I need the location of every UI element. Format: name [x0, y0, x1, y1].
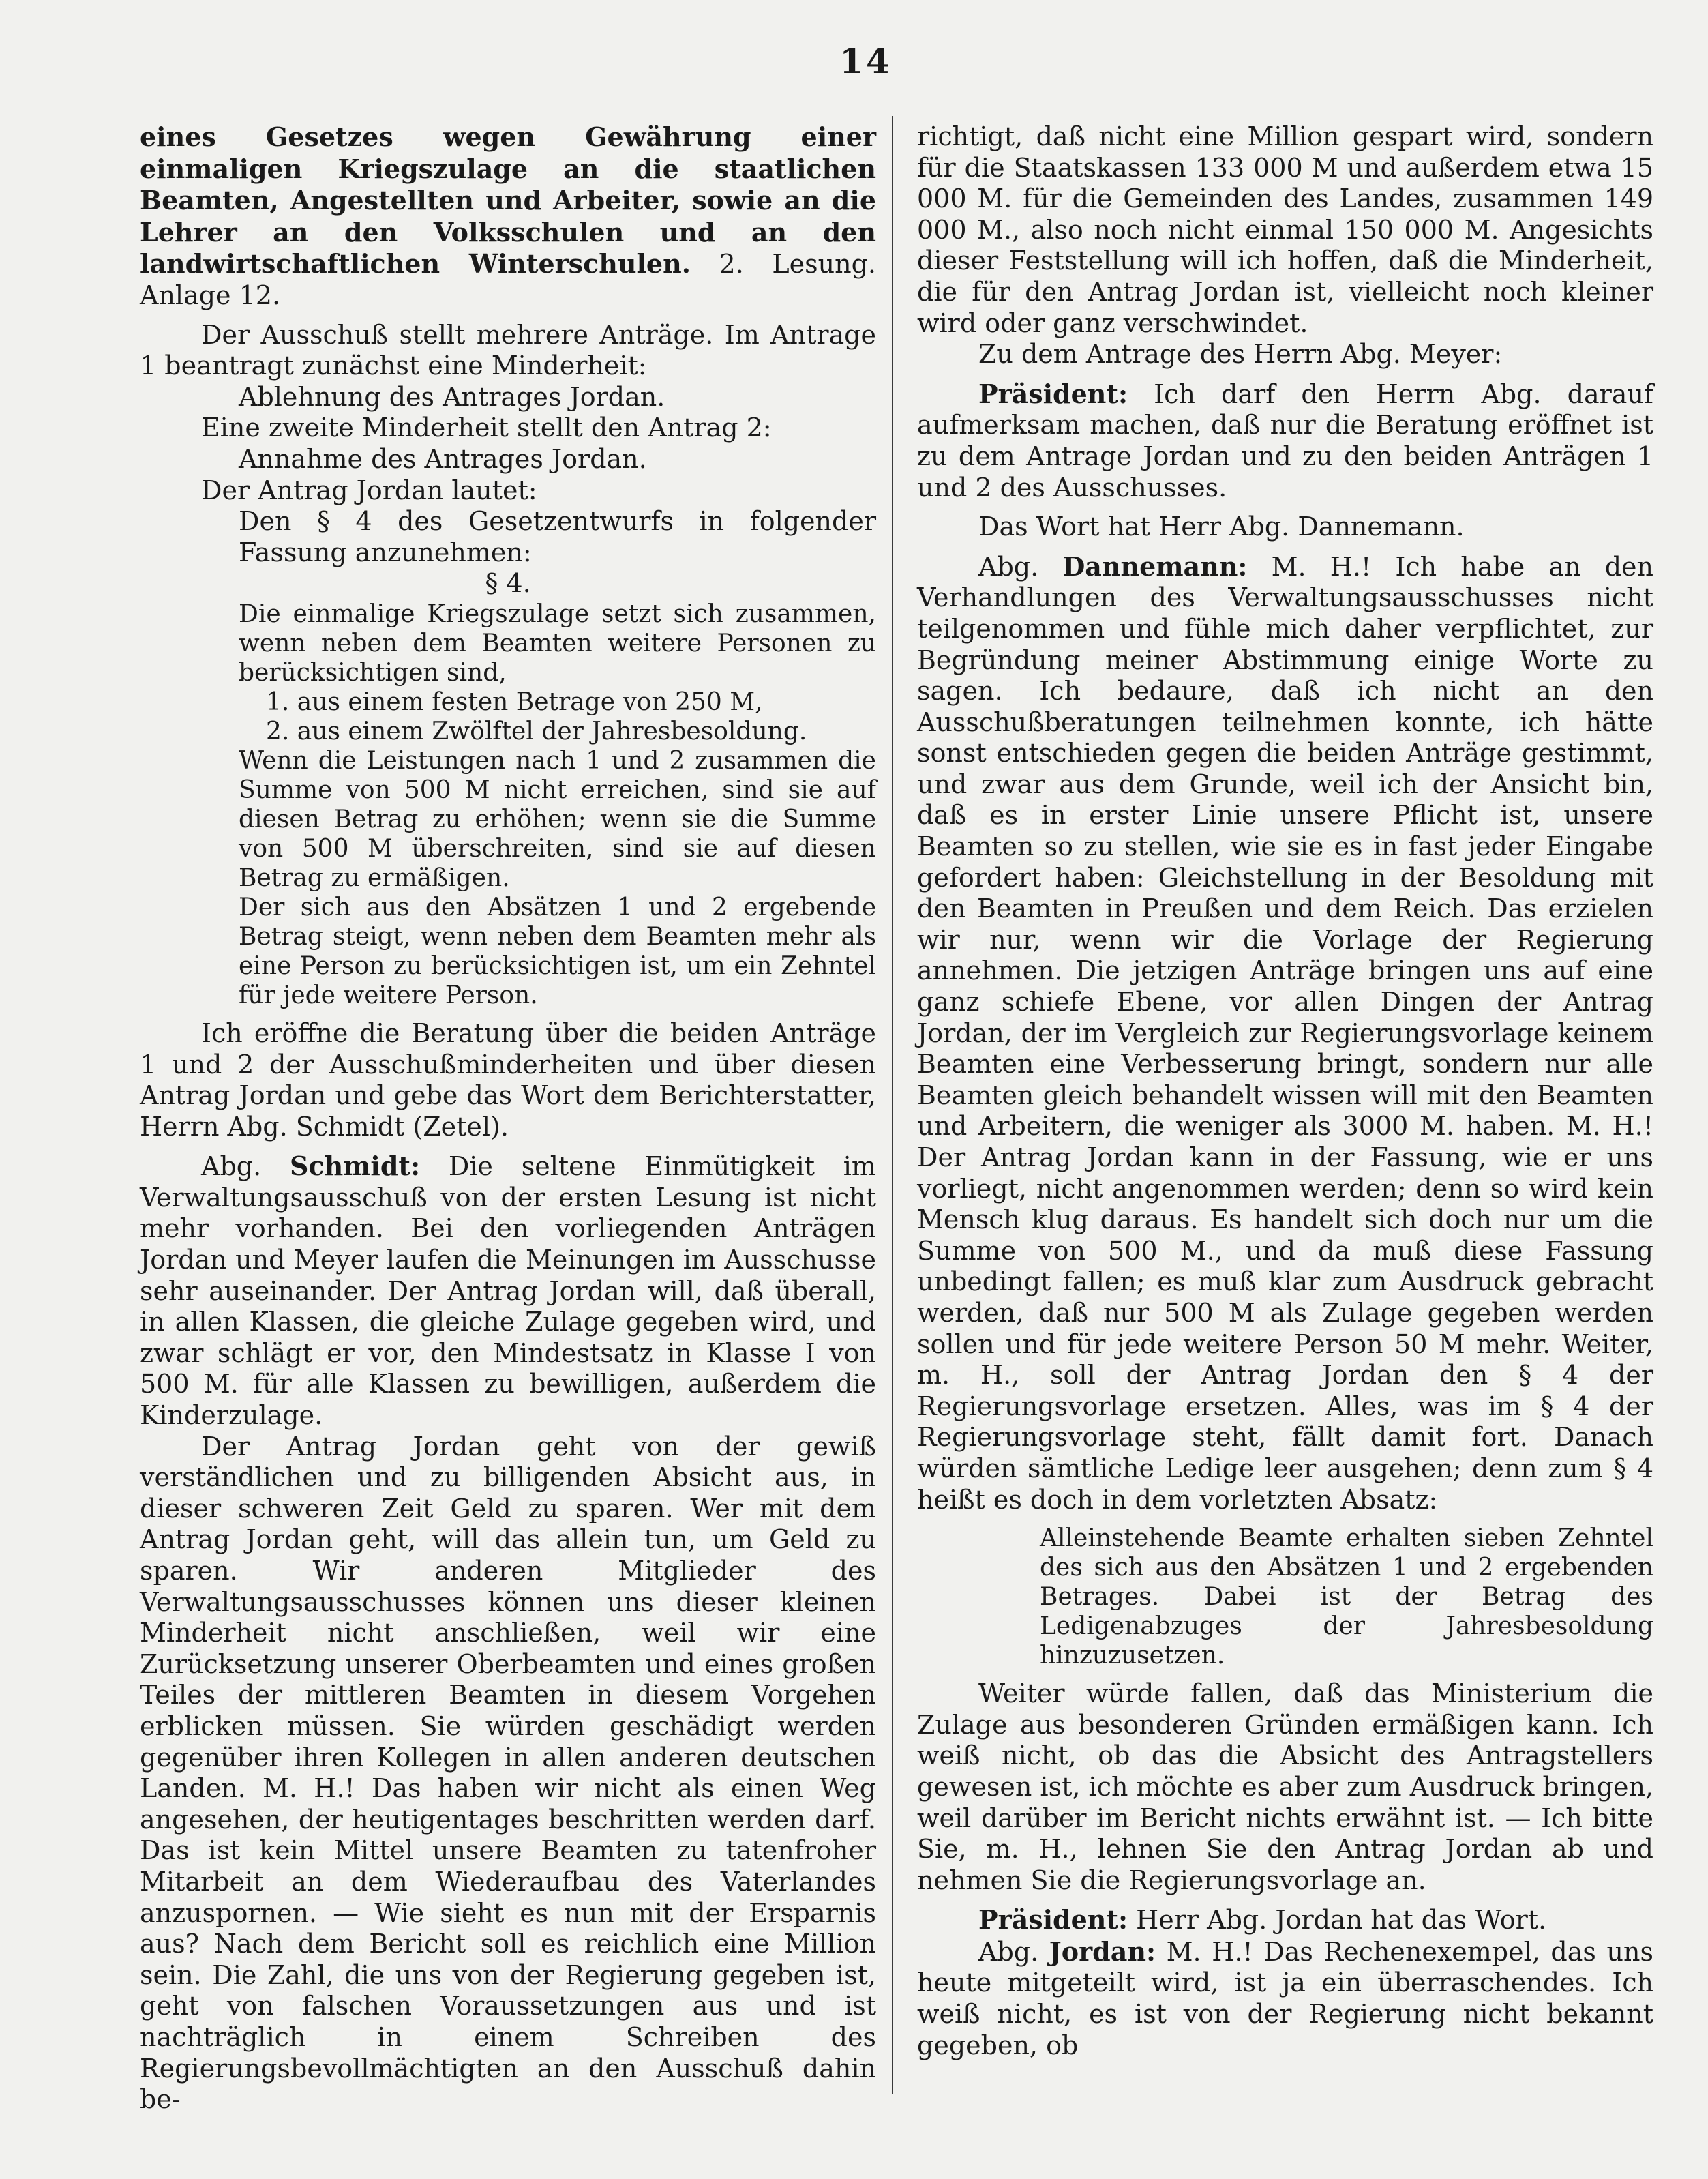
motion-line: Ablehnung des Antrages Jordan. — [239, 381, 665, 412]
speech-schmidt — [140, 1151, 876, 1431]
page-number: 14 — [839, 41, 893, 81]
paragraph: Der Antrag Jordan lautet: — [201, 475, 537, 505]
speech-text: Herr Abg. Jordan hat das Wort. — [1136, 1905, 1547, 1936]
quoted-paragraph: Wenn die Leistungen nach 1 und 2 zusammen die Summe von 500 M nicht erreichen, sind sie auf diesen Betrag zu erhöhen; wenn sie die Summe von 500 M überschreiten, sind sie auf diesen Betrag zu ermäßigen. — [239, 746, 876, 892]
quoted-paragraph: Der sich aus den Absätzen 1 und 2 ergebende Betrag steigt, wenn neben dem Beamten mehr als eine Person zu berücksichtigen ist, um ein Zehntel für jede weitere Person. — [239, 893, 876, 1009]
motion-text: Den § 4 des Gesetzentwurfs in folgender Fassung anzunehmen: — [239, 506, 876, 567]
speech-text: Ich darf den Herrn Abg. darauf aufmerksam machen, daß nur die Beratung eröffnet ist zu dem Antrage Jordan und zu den beiden Anträgen 1 und 2 des Ausschusses. — [917, 379, 1653, 503]
paragraph: Eine zweite Minderheit stellt den Antrag 2: — [201, 413, 772, 443]
speaker-name: Dannemann: — [1062, 550, 1248, 582]
speaker-prefix: Abg. — [978, 1936, 1039, 1967]
speech-jordan — [917, 1936, 1653, 2061]
right-column — [917, 121, 1653, 2061]
speaker-name: Schmidt: — [289, 1151, 420, 1182]
speaker-name: Präsident: — [978, 1904, 1128, 1936]
speech-dannemann — [917, 551, 1653, 1515]
paragraph: Der Antrag Jordan geht von der gewiß verständlichen und zu billigenden Absicht aus, in dieser schweren Zeit Geld zu sparen. Wer mit dem Antrag Jordan geht, will das allein tun, um Geld zu sparen. Wir anderen Mitglieder des Verwaltungsausschusses können uns dieser kleinen Minderheit nicht anschließen, weil wir eine Zurücksetzung unserer Oberbeamten und eines großen Teiles der mittleren Beamten in diesem Vorgehen erblicken müssen. Sie würden geschädigt werden gegenüber ihren Kollegen in allen anderen deutschen Landen. M. H.! Das haben wir nicht als einen Weg angesehen, der heutigentages beschritten werden darf. Das ist kein Mittel unsere Beamten zu tatenfroher Mitarbeit an dem Wiederaufbau des Vaterlandes anzuspornen. — Wie sieht es nun mit der Ersparnis aus? Nach dem Bericht soll es reichlich eine Million sein. Die Zahl, die uns von der Regierung gegeben ist, geht von falschen Voraussetzungen aus und ist nachträglich in einem Schreiben des Regierungsbevollmächtigten an den Ausschuß dahin be- — [140, 1431, 876, 2115]
agenda-heading-bold: eines Gesetzes wegen Gewährung einer einmaligen Kriegszulage an die staatlichen Beamten, Angestellten und Arbeiter, sowie an die Lehrer an den Volksschulen und an den landwirtschaftlichen Winterschulen. — [140, 121, 876, 280]
quoted-paragraph: Die einmalige Kriegszulage setzt sich zusammen, wenn neben dem Beamten weitere Personen zu berücksichtigen sind, — [239, 599, 876, 687]
paragraph: Weiter würde fallen, daß das Ministerium die Zulage aus besonderen Gründen ermäßigen kann. Ich weiß nicht, ob das die Absicht des Antragstellers gewesen ist, ich möchte es aber zum Ausdruck bringen, weil darüber im Bericht nichts erwähnt ist. — Ich bitte Sie, m. H., lehnen Sie den Antrag Jordan ab und nehmen Sie die Regierungsvorlage an. — [917, 1678, 1653, 1895]
paragraph: Der Ausschuß stellt mehrere Anträge. Im Antrage 1 beantragt zunächst eine Minderheit: — [140, 319, 876, 381]
speech-president — [917, 379, 1653, 503]
paragraph: Zu dem Antrage des Herrn Abg. Meyer: — [978, 339, 1503, 370]
paragraph: richtigt, daß nicht eine Million gespart wird, sondern für die Staatskassen 133 000 M und außerdem etwa 15 000 M. für die Gemeinden des Landes, zusammen 149 000 M., also noch nicht einmal 150 000 M. Angesichts dieser Feststellung will ich hoffen, daß die Minderheit, die für den Antrag Jordan ist, vielleicht noch kleiner wird oder ganz verschwindet. — [917, 121, 1653, 338]
paragraph: Ich eröffne die Beratung über die beiden Anträge 1 und 2 der Ausschußminderheiten und über diesen Antrag Jordan und gebe das Wort dem Berichterstatter, Herrn Abg. Schmidt (Zetel). — [140, 1018, 876, 1142]
quoted-list-item: 2. aus einem Zwölftel der Jahresbesoldung. — [266, 717, 807, 745]
motion-line: Annahme des Antrages Jordan. — [239, 443, 647, 474]
speech-text: M. H.! Das Rechenexempel, das uns heute mitgeteilt wird, ist ja ein überraschendes. Ich weiß nicht, es ist von der Regierung nicht bekannt gegeben, ob — [917, 1936, 1653, 2060]
speech-text: M. H.! Ich habe an den Verhandlungen des Verwaltungsausschusses nicht teilgenommen und fühle mich daher verpflichtet, zur Begründung meiner Abstimmung einige Worte zu sagen. Ich bedaure, daß ich nicht an den Ausschußberatungen teilnehmen konnte, ich hätte sonst entschieden gegen die beiden Anträge gestimmt, und zwar aus dem Grunde, weil ich der Ansicht bin, daß es in erster Linie unsere Pflicht ist, unsere Beamten so zu stellen, wie sie es in fast jeder Eingabe gefordert haben: Gleichstellung in der Besoldung mit den Beamten in Preußen und dem Reich. Das erzielen wir nur, wenn wir die Vorlage der Regierung annehmen. Die jetzigen Anträge bringen uns auf eine ganz schiefe Ebene, vor allen Dingen der Antrag Jordan, der im Vergleich zur Regierungsvorlage keinem Beamten eine Verbesserung bringt, sondern nur alle Beamten gleich behandelt wissen will mit den Beamten und Arbeitern, die weniger als 3000 M. haben. M. H.! Der Antrag Jordan kann in der Fassung, wie er uns vorliegt, nicht angenommen werden; denn so wird kein Mensch klug daraus. Es handelt sich doch nur um die Summe von 500 M., und da muß diese Fassung unbedingt fallen; es muß klar zum Ausdruck gebracht werden, daß nur 500 M als Zulage gegeben werden sollen und für jede weitere Person 50 M mehr. Weiter, m. H., soll der Antrag Jordan den § 4 der Regierungsvorlage ersetzen. Alles, was im § 4 der Regierungsvorlage steht, fällt damit fort. Danach würden sämtliche Ledige leer ausgehen; denn zum § 4 heißt es doch in dem vorletzten Absatz: — [917, 551, 1653, 1515]
speaker-name: Jordan: — [1049, 1936, 1156, 1967]
left-column — [140, 121, 876, 2116]
column-divider — [892, 116, 893, 2094]
quoted-list-item: 1. aus einem festen Betrage von 250 M, — [266, 687, 763, 716]
quoted-paragraph: Alleinstehende Beamte erhalten sieben Zehntel des sich aus den Absätzen 1 und 2 ergebenden Betrages. Dabei ist der Betrag des Ledigenabzuges der Jahresbesoldung hinzuzusetzen. — [1040, 1524, 1653, 1670]
speaker-name: Präsident: — [978, 378, 1128, 409]
paragraph: Das Wort hat Herr Abg. Dannemann. — [978, 512, 1465, 542]
speech-text: Die seltene Einmütigkeit im Verwaltungsausschuß von der ersten Lesung ist nicht mehr vorhanden. Bei den vorliegenden Anträgen Jordan und Meyer laufen die Meinungen im Ausschusse sehr auseinander. Der Antrag Jordan will, daß überall, in allen Klassen, die gleiche Zulage gegeben wird, und zwar schlägt er vor, den Mindestsatz in Klasse I von 500 M. für alle Klassen zu bewilligen, außerdem die Kinderzulage. — [140, 1151, 876, 1431]
agenda-heading-tail: 2. Lesung. Anlage 12. — [140, 249, 876, 310]
section-heading: § 4. — [485, 568, 531, 599]
speech-president — [917, 1904, 1653, 1936]
agenda-heading — [140, 121, 876, 312]
speaker-prefix: Abg. — [978, 551, 1039, 582]
speaker-prefix: Abg. — [201, 1151, 262, 1182]
